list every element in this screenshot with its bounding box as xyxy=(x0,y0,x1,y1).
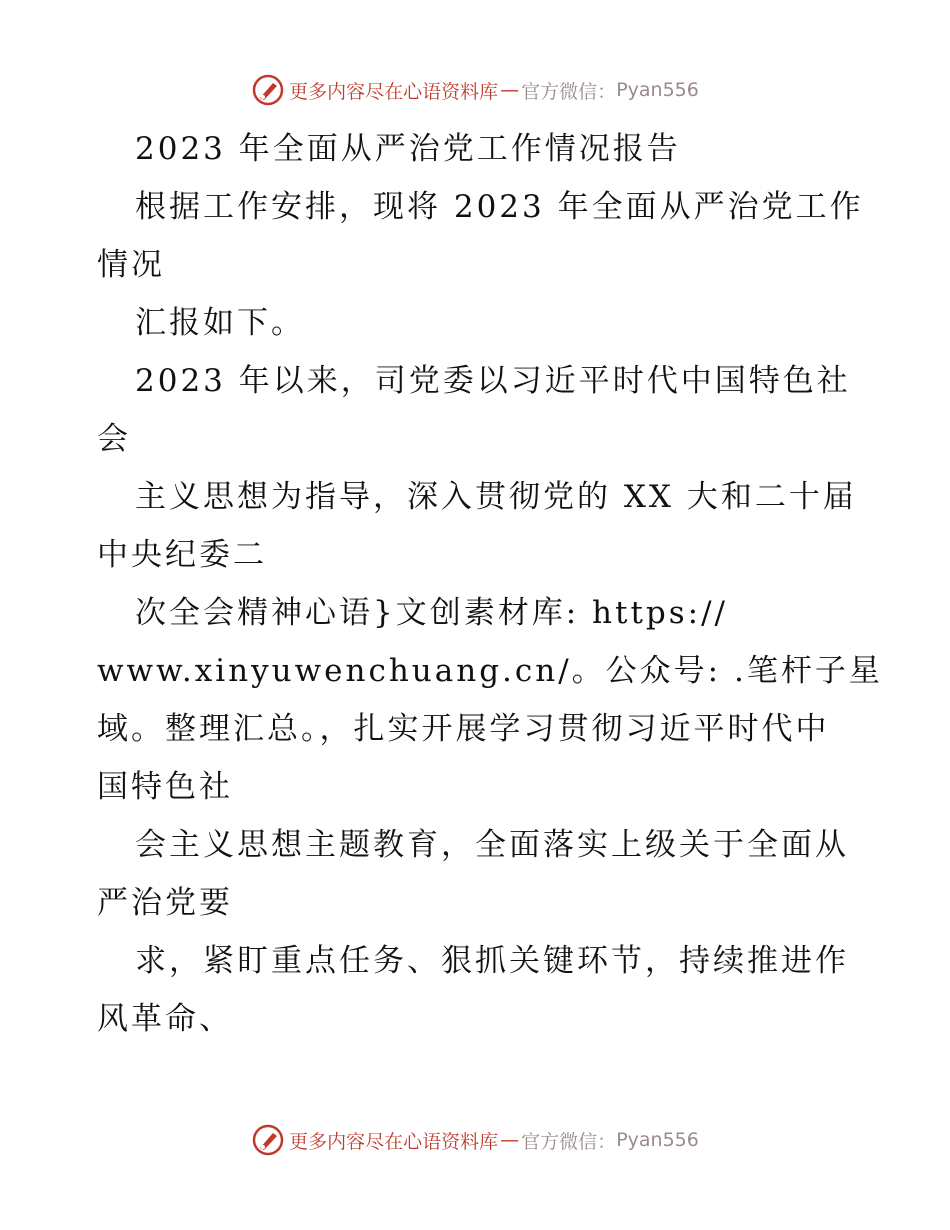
banner-brand: 更多内容尽在心语资料库 xyxy=(289,80,499,103)
paragraph-line: 汇报如下。 xyxy=(135,305,305,341)
banner-wechat-id: Pyan556 xyxy=(616,79,699,101)
paragraph-line: 求，紧盯重点任务、狠抓关键环节，持续推进作 xyxy=(135,943,849,979)
paragraph-line: 风革命、 xyxy=(97,1001,233,1037)
paragraph-line: 域。整理汇总。，扎实开展学习贯彻习近平时代中 xyxy=(97,711,830,747)
paragraph-line: 会主义思想主题教育，全面落实上级关于全面从 xyxy=(135,827,849,863)
document-body xyxy=(97,120,883,1048)
paragraph-line: 国特色社 xyxy=(97,769,233,805)
pen-nib-circle-icon xyxy=(251,73,285,107)
banner-wechat-label: 官方微信： xyxy=(521,80,617,103)
paragraph-line: 根据工作安排，现将 2023 年全面从严治党工作 xyxy=(135,189,864,225)
paragraph-line: 严治党要 xyxy=(97,885,233,921)
banner-brand: 更多内容尽在心语资料库 xyxy=(289,1130,499,1153)
banner-wechat-label: 官方微信： xyxy=(521,1130,617,1153)
footer-watermark-banner xyxy=(0,1120,950,1160)
paragraph-line: 次全会精神心语}文创素材库: https:// xyxy=(135,595,728,631)
paragraph-line: 2023 年以来，司党委以习近平时代中国特色社 xyxy=(135,363,851,399)
header-watermark-banner xyxy=(0,70,950,110)
pen-nib-circle-icon xyxy=(251,1123,285,1157)
paragraph-line: 中央纪委二 xyxy=(97,537,267,573)
document-title: 2023 年全面从严治党工作情况报告 xyxy=(135,131,681,167)
paragraph-line: 主义思想为指导，深入贯彻党的 XX 大和二十届 xyxy=(135,479,857,515)
banner-wechat-id: Pyan556 xyxy=(616,1129,699,1151)
banner-separator: — xyxy=(500,1129,520,1151)
paragraph-line: www.xinyuwenchuang.cn/。公众号: .笔杆子星 xyxy=(97,653,883,689)
paragraph-line: 会 xyxy=(97,421,131,457)
paragraph-line: 情况 xyxy=(97,247,165,283)
banner-separator: — xyxy=(500,79,520,101)
